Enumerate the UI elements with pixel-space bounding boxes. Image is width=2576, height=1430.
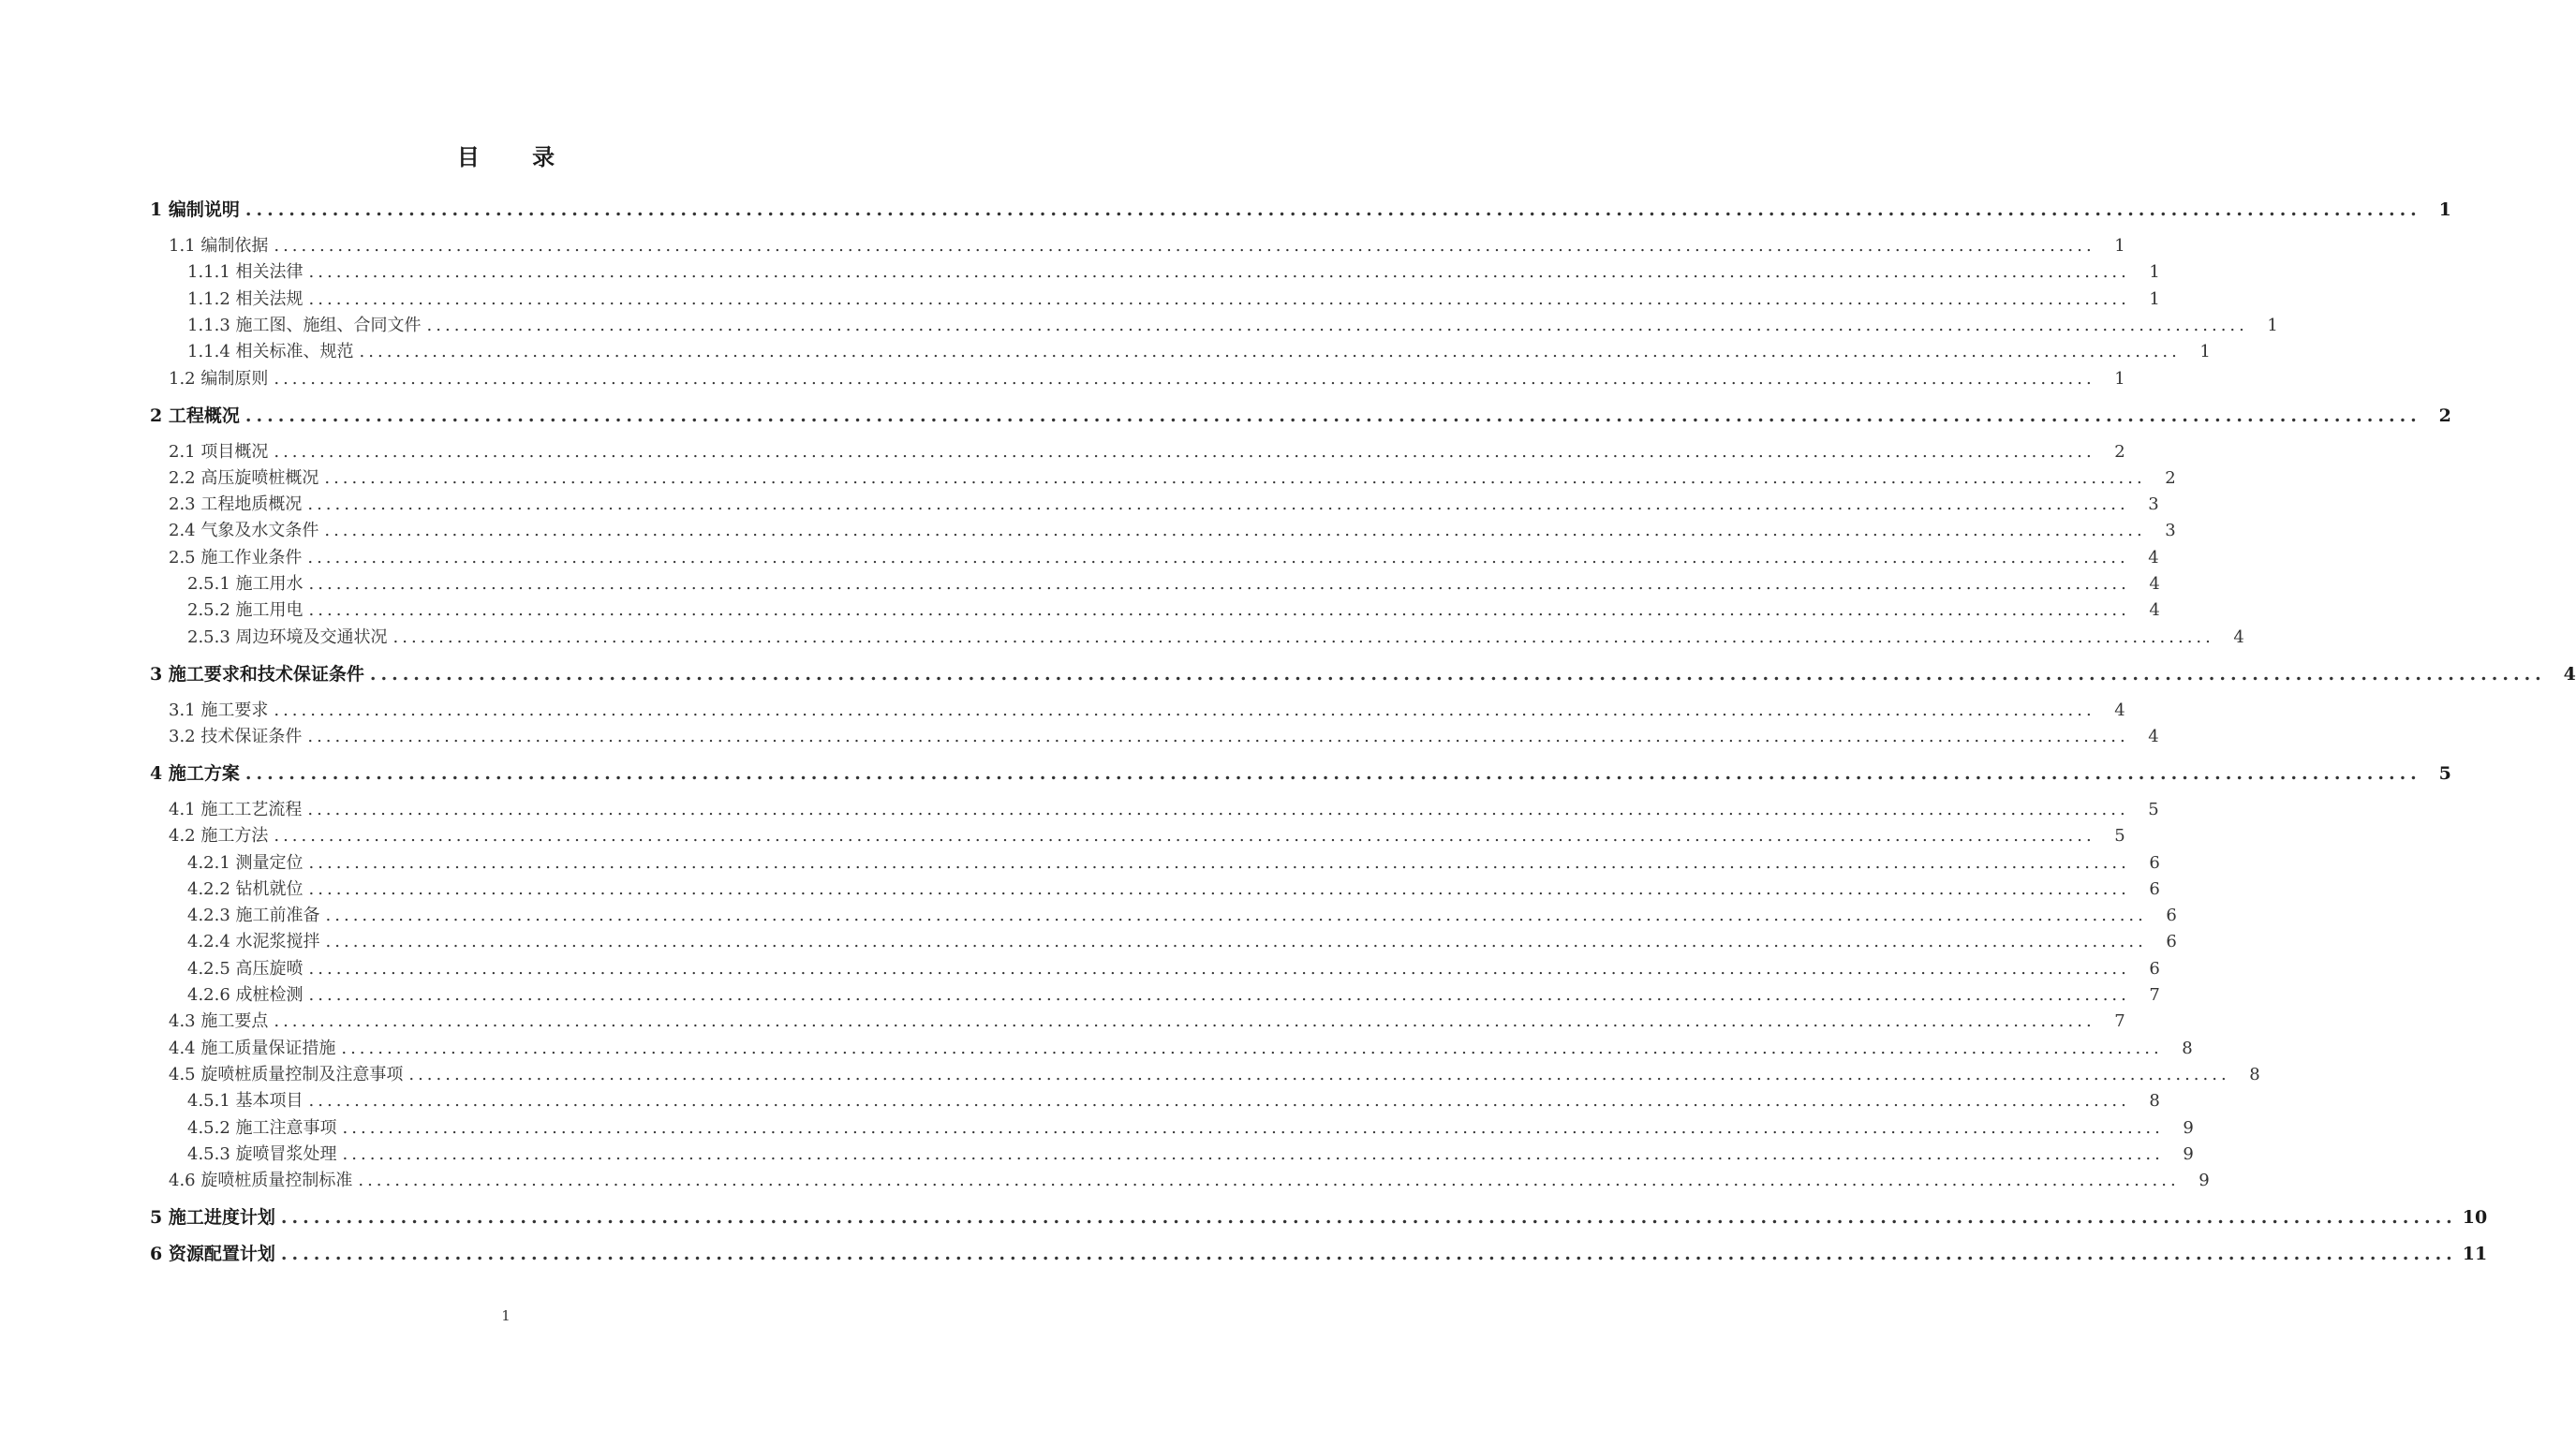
toc-dot-leader: ........................................................................................................................................................................................................ (359, 342, 2181, 362)
toc-entry-label: 2 工程概况 (150, 405, 240, 426)
toc-entry-page-number: 1 (2199, 342, 2211, 362)
toc-entry-level-2[interactable] (150, 492, 2159, 518)
toc-entry-label: 4 施工方案 (150, 762, 240, 784)
toc-entry-level-2[interactable] (150, 797, 2159, 823)
toc-entry-level-3[interactable] (150, 903, 2177, 929)
toc-entry-label: 4.6 旋喷桩质量控制标准 (169, 1171, 353, 1191)
toc-entry-label: 4.5.2 施工注意事项 (187, 1117, 337, 1138)
toc-entry-label: 1.1.2 相关法规 (187, 288, 303, 309)
toc-entry-label: 4.3 施工要点 (169, 1011, 269, 1032)
toc-entry-level-2[interactable] (150, 1062, 2260, 1088)
toc-entry-label: 2.5 施工作业条件 (169, 547, 303, 568)
toc-entry-page-number: 8 (2249, 1064, 2260, 1084)
toc-entry-label: 4.4 施工质量保证措施 (169, 1038, 336, 1058)
toc-entry-page-number: 4 (2148, 726, 2159, 746)
toc-dot-leader: ........................................................................................................................................................................................................ (325, 932, 2147, 952)
footer-page-number: 1 (501, 1307, 511, 1324)
toc-entry-page-number: 6 (2166, 906, 2177, 926)
toc-dot-leader: ........................................................................................................................................................................................................ (325, 906, 2147, 926)
toc-entry-page-number: 1 (2438, 199, 2451, 220)
toc-dot-leader: ........................................................................................................................................................................................................ (274, 236, 2095, 256)
toc-entry-page-number: 2 (2165, 467, 2176, 488)
toc-entry-label: 4.2.5 高压旋喷 (187, 958, 303, 979)
toc-dot-leader: ........................................................................................................................................................................................................ (342, 1117, 2164, 1138)
toc-dot-leader: ........................................................................................................................................................................................................ (308, 262, 2130, 283)
toc-dot-leader: ........................................................................................................................................................................................................ (244, 762, 2421, 784)
toc-entry-page-number: 9 (2183, 1117, 2194, 1138)
toc-entry-label: 1.1 编制依据 (169, 236, 269, 256)
toc-dot-leader: ........................................................................................................................................................................................................ (307, 494, 2129, 515)
toc-dot-leader: ........................................................................................................................................................................................................ (308, 878, 2130, 899)
toc-entry-level-1[interactable] (150, 1241, 2488, 1267)
toc-entry-page-number: 4 (2148, 547, 2159, 568)
toc-dot-leader: ........................................................................................................................................................................................................ (274, 700, 2095, 720)
toc-entry-page-number: 4 (2233, 627, 2244, 647)
toc-entry-label: 1.1.1 相关法律 (187, 262, 303, 283)
toc-dot-leader: ........................................................................................................................................................................................................ (358, 1171, 2180, 1191)
toc-dot-leader: ........................................................................................................................................................................................................ (308, 852, 2130, 873)
toc-dot-leader: ........................................................................................................................................................................................................ (308, 600, 2130, 621)
toc-entry-label: 4.5.1 基本项目 (187, 1091, 303, 1112)
toc-entry-level-3[interactable] (150, 982, 2160, 1009)
toc-entry-label: 4.2.6 成桩检测 (187, 985, 303, 1005)
toc-entry-label: 4.1 施工工艺流程 (169, 799, 303, 819)
toc-dot-leader: ........................................................................................................................................................................................................ (341, 1038, 2163, 1058)
toc-entry-page-number: 5 (2114, 826, 2125, 847)
toc-dot-leader: ........................................................................................................................................................................................................ (426, 315, 2248, 335)
toc-entry-label: 1.1.3 施工图、施组、合同文件 (187, 315, 422, 335)
toc-dot-leader: ........................................................................................................................................................................................................ (274, 826, 2095, 847)
toc-dot-leader: ........................................................................................................................................................................................................ (244, 199, 2421, 220)
toc-entry-level-2[interactable] (150, 823, 2125, 849)
toc-entry-page-number: 3 (2148, 494, 2159, 515)
toc-entry-level-3[interactable] (150, 929, 2177, 955)
toc-entry-page-number: 1 (2114, 236, 2125, 256)
toc-entry-label: 4.2.3 施工前准备 (187, 906, 320, 926)
toc-entry-page-number: 9 (2198, 1171, 2210, 1191)
toc-entry-label: 6 资源配置计划 (150, 1244, 275, 1265)
toc-entry-level-1[interactable] (150, 661, 2576, 687)
toc-entry-level-3[interactable] (150, 259, 2160, 286)
toc-dot-leader: ........................................................................................................................................................................................................ (408, 1064, 2230, 1084)
toc-entry-level-2[interactable] (150, 724, 2159, 750)
toc-dot-leader: ........................................................................................................................................................................................................ (392, 627, 2214, 647)
toc-entry-page-number: 1 (2267, 315, 2278, 335)
toc-entry-page-number: 4 (2563, 663, 2576, 685)
toc-entry-label: 4.2.4 水泥浆搅拌 (187, 932, 320, 952)
toc-entry-level-3[interactable] (150, 625, 2244, 651)
toc-entry-page-number: 8 (2182, 1038, 2193, 1058)
toc-entry-level-2[interactable] (150, 518, 2176, 544)
toc-entry-level-3[interactable] (150, 1142, 2194, 1168)
toc-entry-level-3[interactable] (150, 877, 2160, 903)
toc-dot-leader: ........................................................................................................................................................................................................ (307, 547, 2129, 568)
toc-entry-level-2[interactable] (150, 1168, 2210, 1194)
toc-entry-level-2[interactable] (150, 545, 2159, 571)
toc-entry-label: 4.2.1 测量定位 (187, 852, 303, 873)
toc-entry-level-1[interactable] (150, 1204, 2488, 1231)
toc-entry-level-3[interactable] (150, 1088, 2160, 1114)
toc-entry-level-3[interactable] (150, 1115, 2194, 1142)
toc-dot-leader: ........................................................................................................................................................................................................ (308, 574, 2130, 594)
toc-dot-leader: ........................................................................................................................................................................................................ (324, 521, 2146, 541)
toc-entry-level-1[interactable] (150, 403, 2451, 429)
toc-dot-leader: ........................................................................................................................................................................................................ (324, 467, 2146, 488)
toc-entry-label: 2.2 高压旋喷桩概况 (169, 467, 319, 488)
toc-entry-level-2[interactable] (150, 439, 2125, 465)
toc-entry-label: 2.5.1 施工用水 (187, 574, 303, 594)
toc-dot-leader: ........................................................................................................................................................................................................ (280, 1244, 2457, 1265)
toc-dot-leader: ........................................................................................................................................................................................................ (307, 799, 2129, 819)
toc-entry-page-number: 3 (2165, 521, 2176, 541)
toc-entry-level-2[interactable] (150, 366, 2125, 392)
toc-dot-leader: ........................................................................................................................................................................................................ (369, 663, 2546, 685)
toc-entry-label: 2.5.2 施工用电 (187, 600, 303, 621)
toc-entry-label: 2.4 气象及水文条件 (169, 521, 319, 541)
page-title: 目 录 (456, 143, 578, 170)
toc-dot-leader: ........................................................................................................................................................................................................ (244, 405, 2421, 426)
toc-entry-page-number: 6 (2166, 932, 2177, 952)
toc-entry-label: 2.5.3 周边环境及交通状况 (187, 627, 388, 647)
toc-entry-page-number: 1 (2114, 368, 2125, 389)
toc-dot-leader: ........................................................................................................................................................................................................ (307, 726, 2129, 746)
toc-entry-label: 4.2 施工方法 (169, 826, 269, 847)
toc-entry-page-number: 2 (2114, 441, 2125, 462)
toc-entry-level-3[interactable] (150, 339, 2211, 365)
toc-entry-level-3[interactable] (150, 956, 2160, 982)
toc-entry-page-number: 1 (2149, 288, 2160, 309)
toc-entry-level-3[interactable] (150, 850, 2160, 877)
toc-entry-label: 5 施工进度计划 (150, 1207, 275, 1229)
toc-entry-level-1[interactable] (150, 760, 2451, 787)
toc-entry-label: 2.3 工程地质概况 (169, 494, 303, 515)
toc-entry-label: 4.5.3 旋喷冒浆处理 (187, 1143, 337, 1164)
toc-entry-page-number: 7 (2149, 985, 2160, 1005)
toc-entry-page-number: 11 (2462, 1244, 2488, 1265)
toc-entry-page-number: 1 (2149, 262, 2160, 283)
toc-entry-label: 3.2 技术保证条件 (169, 726, 303, 746)
toc-entry-page-number: 4 (2114, 700, 2125, 720)
toc-entry-level-2[interactable] (150, 698, 2125, 724)
toc-entry-level-1[interactable] (150, 197, 2451, 223)
toc-dot-leader: ........................................................................................................................................................................................................ (342, 1143, 2164, 1164)
toc-entry-page-number: 6 (2149, 878, 2160, 899)
toc-entry-page-number: 6 (2149, 852, 2160, 873)
toc-entry-page-number: 6 (2149, 958, 2160, 979)
toc-entry-page-number: 10 (2462, 1207, 2488, 1229)
toc-entry-label: 1.1.4 相关标准、规范 (187, 342, 354, 362)
toc-entry-page-number: 8 (2149, 1091, 2160, 1112)
toc-dot-leader: ........................................................................................................................................................................................................ (274, 1011, 2095, 1032)
toc-entry-page-number: 4 (2149, 600, 2160, 621)
toc-entry-level-3[interactable] (150, 313, 2278, 339)
toc-entry-label: 3.1 施工要求 (169, 700, 269, 720)
toc-dot-leader: ........................................................................................................................................................................................................ (308, 1091, 2130, 1112)
toc-entry-page-number: 4 (2149, 574, 2160, 594)
toc-entry-page-number: 2 (2438, 405, 2451, 426)
toc-entry-label: 4.2.2 钻机就位 (187, 878, 303, 899)
toc-dot-leader: ........................................................................................................................................................................................................ (308, 985, 2130, 1005)
toc-entry-page-number: 7 (2114, 1011, 2125, 1032)
toc-entry-label: 2.1 项目概况 (169, 441, 269, 462)
toc-dot-leader: ........................................................................................................................................................................................................ (274, 368, 2095, 389)
toc-dot-leader: ........................................................................................................................................................................................................ (308, 288, 2130, 309)
toc-entry-label: 3 施工要求和技术保证条件 (150, 663, 364, 685)
toc-dot-leader: ........................................................................................................................................................................................................ (308, 958, 2130, 979)
toc-entry-level-2[interactable] (150, 1036, 2193, 1062)
toc-entry-level-2[interactable] (150, 233, 2125, 259)
toc-entry-page-number: 9 (2183, 1143, 2194, 1164)
toc-entry-page-number: 5 (2148, 799, 2159, 819)
toc-entry-label: 4.5 旋喷桩质量控制及注意事项 (169, 1064, 404, 1084)
toc-entry-level-2[interactable] (150, 1009, 2125, 1035)
toc-dot-leader: ........................................................................................................................................................................................................ (274, 441, 2095, 462)
toc-entry-level-2[interactable] (150, 465, 2176, 492)
toc-entry-level-3[interactable] (150, 571, 2160, 597)
toc-entry-level-3[interactable] (150, 597, 2160, 624)
toc-dot-leader: ........................................................................................................................................................................................................ (280, 1207, 2457, 1229)
toc-entry-label: 1.2 编制原则 (169, 368, 269, 389)
toc-entry-level-3[interactable] (150, 287, 2160, 313)
toc-entry-page-number: 5 (2438, 762, 2451, 784)
toc-entry-label: 1 编制说明 (150, 199, 240, 220)
